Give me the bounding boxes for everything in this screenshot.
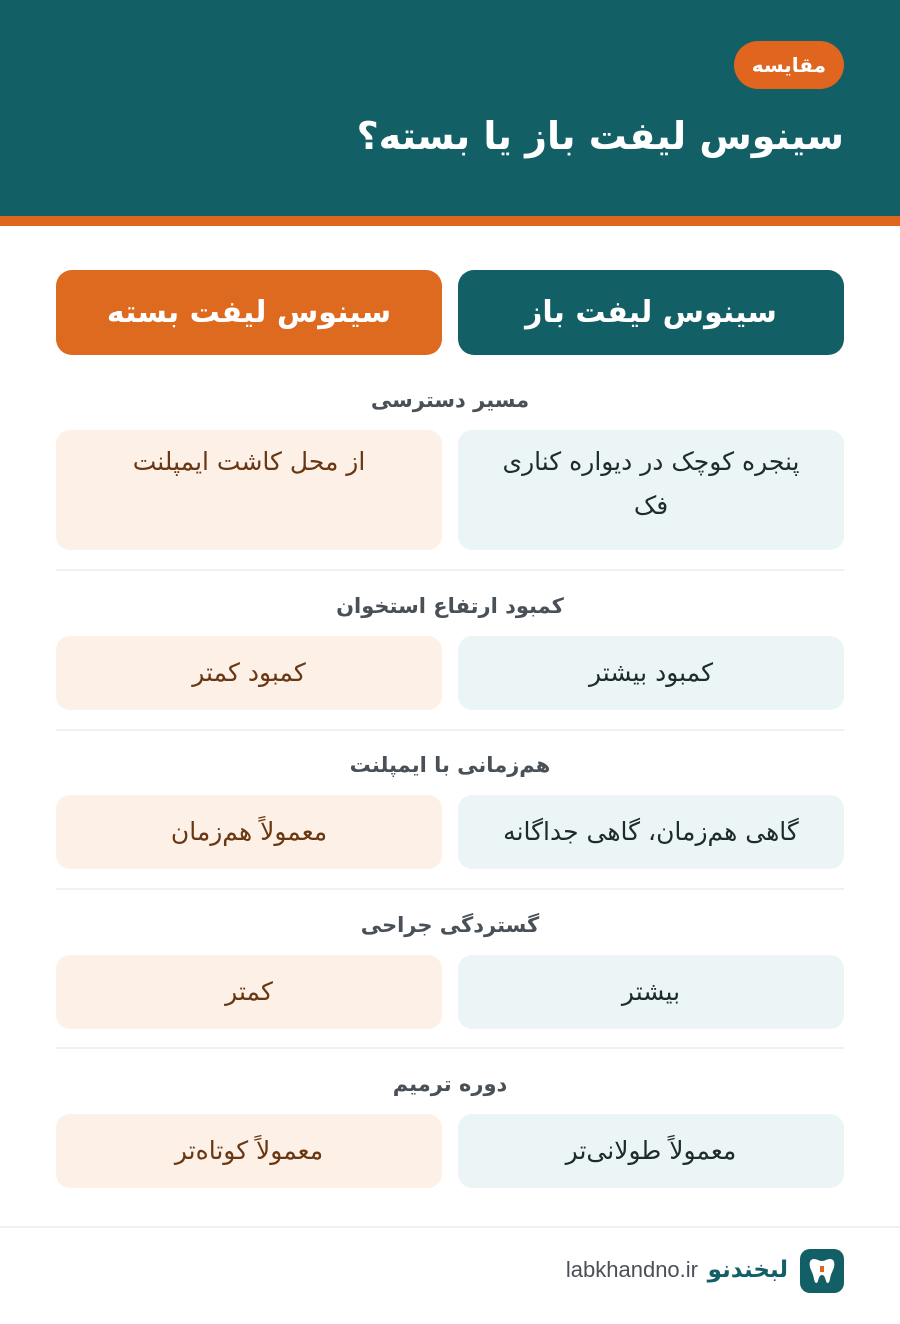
column-header-open-sinus-lift: سینوس لیفت باز: [458, 270, 844, 355]
header-accent-stripe: [0, 216, 900, 226]
cell-closed-recovery-period: معمولاً کوتاه‌تر: [56, 1114, 442, 1188]
row-divider: [56, 1047, 844, 1049]
row-label-bone-height-deficit: کمبود ارتفاع استخوان: [336, 594, 564, 618]
comparison-badge: مقایسه: [734, 41, 844, 89]
column-header-closed-sinus-lift: سینوس لیفت بسته: [56, 270, 442, 355]
cell-closed-implant-timing: معمولاً هم‌زمان: [56, 795, 442, 869]
cell-open-surgical-extent: بیشتر: [458, 955, 844, 1029]
brand-name: لبخندنو: [707, 1257, 788, 1283]
cell-open-implant-timing: گاهی هم‌زمان، گاهی جداگانه: [458, 795, 844, 869]
footer-divider: [0, 1226, 900, 1228]
row-divider: [56, 888, 844, 890]
row-divider: [56, 729, 844, 731]
row-label-recovery-period: دوره ترمیم: [392, 1072, 508, 1096]
tooth-icon: [800, 1249, 844, 1293]
cell-closed-bone-height-deficit: کمبود کمتر: [56, 636, 442, 710]
row-label-surgical-extent: گستردگی جراحی: [360, 913, 540, 937]
cell-closed-surgical-extent: کمتر: [56, 955, 442, 1029]
page-title: سینوس لیفت باز یا بسته؟: [356, 114, 844, 158]
row-label-implant-timing: هم‌زمانی با ایمپلنت: [349, 753, 551, 777]
website-url[interactable]: labkhandno.ir: [565, 1257, 698, 1282]
cell-open-bone-height-deficit: کمبود بیشتر: [458, 636, 844, 710]
row-divider: [56, 569, 844, 571]
row-label-access-route: مسیر دسترسی: [370, 388, 530, 412]
cell-closed-access-route: از محل کاشت ایمپلنت: [56, 430, 442, 550]
cell-open-access-route: پنجره کوچک در دیواره کناری فک: [458, 430, 844, 550]
cell-open-recovery-period: معمولاً طولانی‌تر: [458, 1114, 844, 1188]
